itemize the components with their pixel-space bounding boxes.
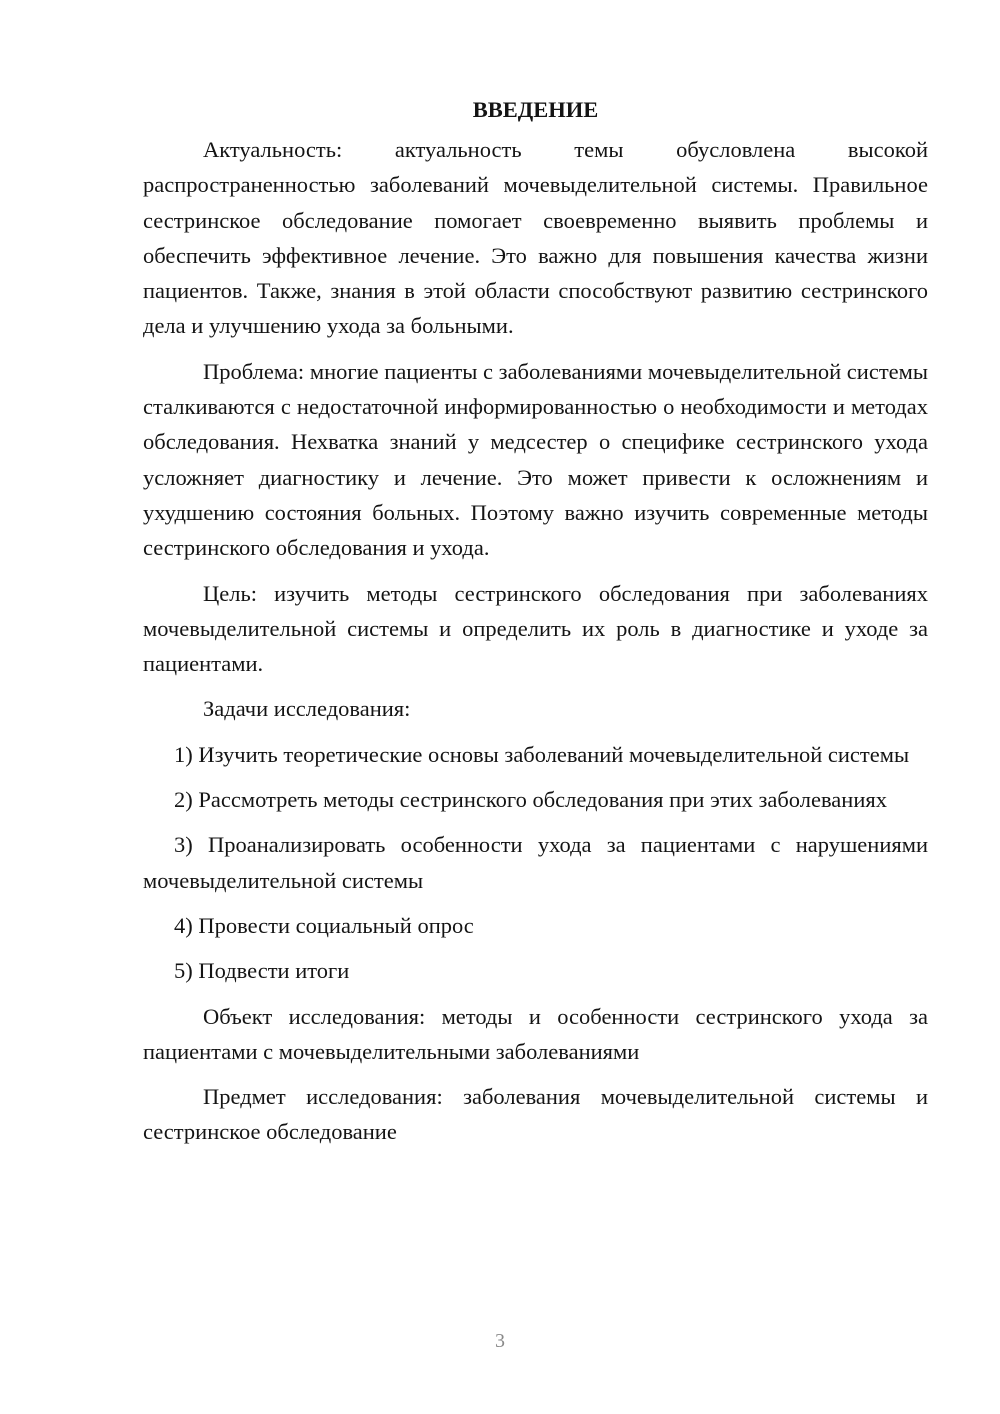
task-item-4: 4) Провести социальный опрос — [174, 912, 474, 938]
object-paragraph: Объект исследования: методы и особенности сестринского ухода за пациентами с мочевыделительными заболеваниями — [143, 1003, 928, 1064]
page-number: 3 — [495, 1330, 505, 1352]
task-item-2: 2) Рассмотреть методы сестринского обследования при этих заболеваниях — [174, 787, 887, 813]
task-item-1: 1) Изучить теоретические основы заболеваний мочевыделительной системы — [174, 741, 910, 767]
goal-paragraph: Цель: изучить методы сестринского обследования при заболеваниях мочевыделительной системы и определить их роль в диагностике и уходе за пациентами. — [143, 580, 928, 677]
tasks-heading: Задачи исследования: — [203, 696, 411, 722]
subject-paragraph: Предмет исследования: заболевания мочевыделительной системы и сестринское обследование — [143, 1084, 928, 1145]
problem-paragraph: Проблема: многие пациенты с заболеваниями мочевыделительной системы сталкиваются с недостаточной информированностью о необходимости и методах обследования. Нехватка знаний у медсестер о специфике сестринского ухода усложняет диагностику и лечение. Это может привести к осложнениям и ухудшению состояния больных. Поэтому важно изучить современные методы сестринского обследования и ухода. — [143, 358, 928, 561]
task-item-5: 5) Подвести итоги — [174, 958, 350, 984]
section-title: ВВЕДЕНИЕ — [472, 97, 599, 122]
tasks-list — [143, 737, 928, 989]
relevance-paragraph: Актуальность: актуальность темы обусловлена высокой распространенностью заболеваний мочевыделительной системы. Правильное сестринское обследование помогает своевременно выявить проблемы и обеспечить эффективное лечение. Это важно для повышения качества жизни пациентов. Также, знания в этой области способствуют развитию сестринского дела и улучшению ухода за больными. — [143, 137, 928, 339]
document-page — [143, 92, 928, 1150]
task-item-3: 3) Проанализировать особенности ухода за пациентами с нарушениями мочевыделительной системы — [143, 832, 928, 893]
